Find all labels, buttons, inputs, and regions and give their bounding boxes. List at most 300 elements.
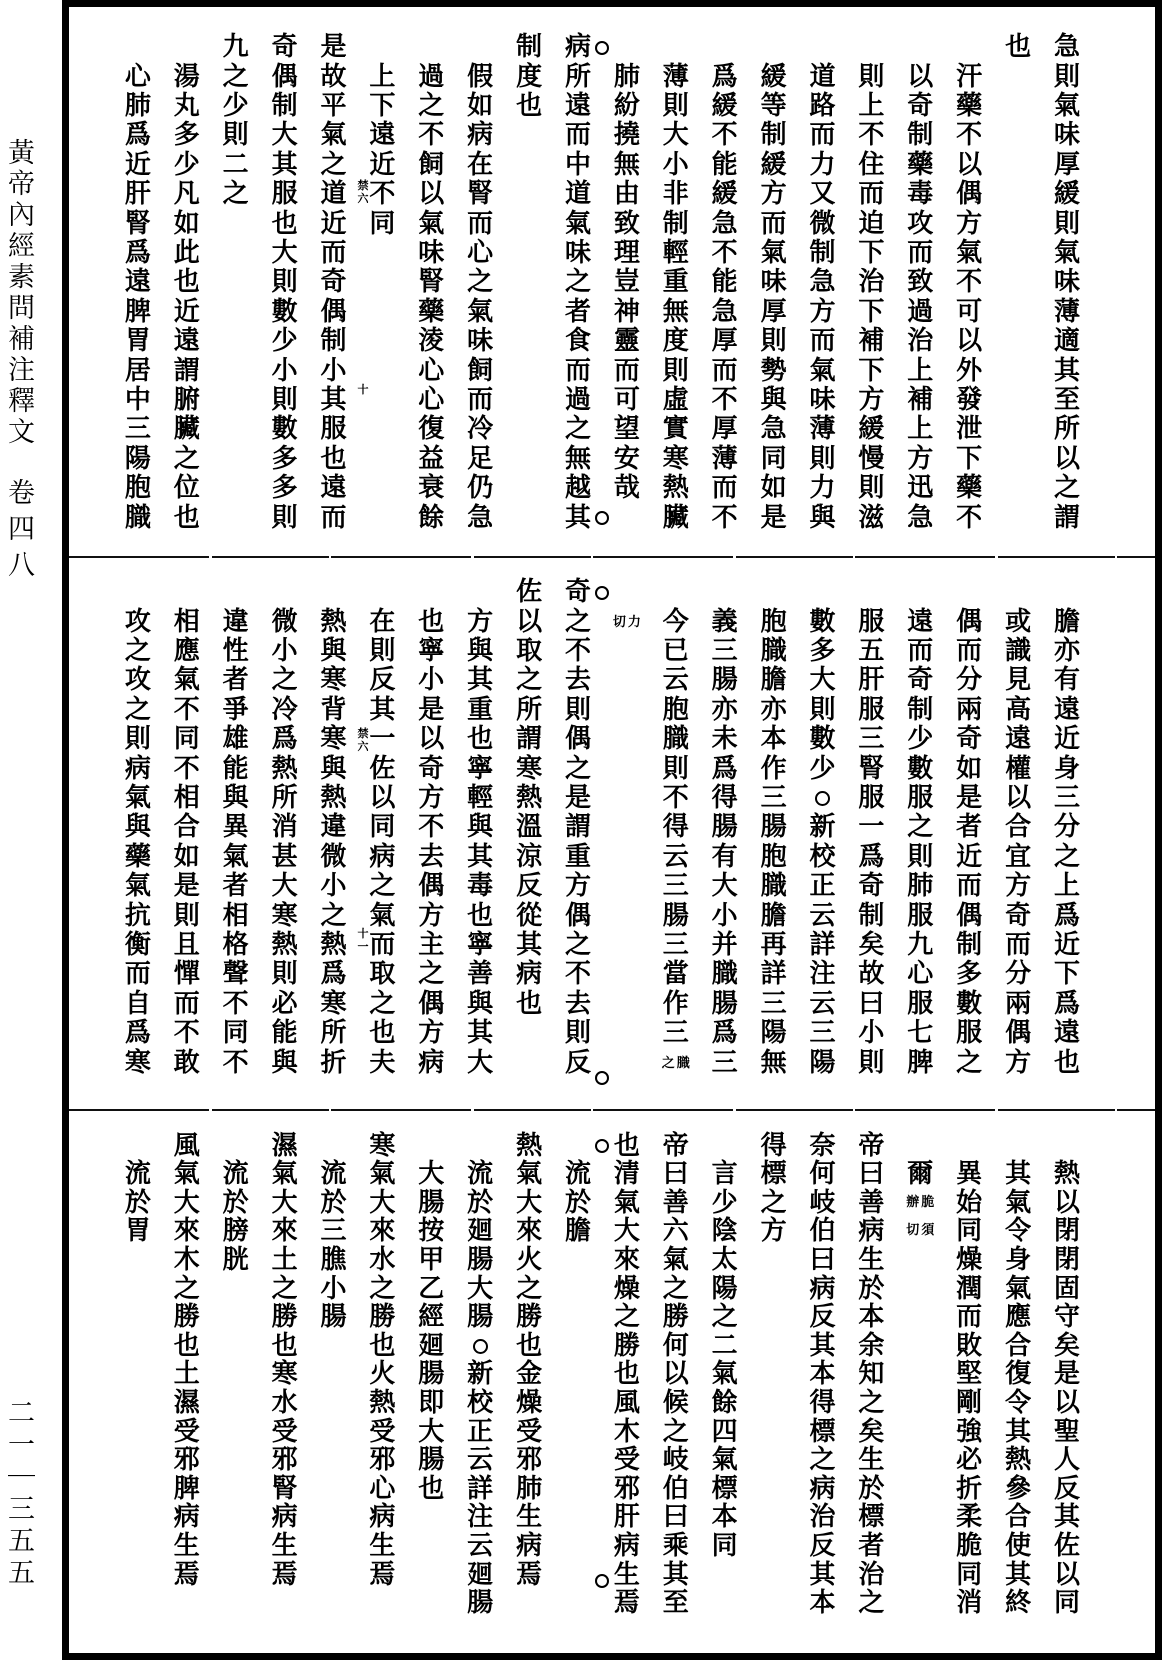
- glyph: 道: [320, 179, 347, 210]
- note-glyph: 六: [357, 740, 369, 753]
- glyph: 厚: [711, 326, 738, 357]
- glyph: 受: [271, 1416, 298, 1447]
- glyph: 三: [662, 929, 689, 960]
- glyph: 邪: [173, 1445, 200, 1476]
- glyph: 見: [1005, 665, 1032, 696]
- glyph: 水: [271, 1388, 298, 1419]
- glyph: 與: [467, 812, 494, 843]
- glyph: 近: [1053, 724, 1080, 755]
- glyph: 寧: [418, 636, 445, 667]
- glyph: 哉: [613, 473, 640, 504]
- glyph: 食: [564, 326, 591, 357]
- glyph: 終: [1005, 1588, 1032, 1619]
- glyph: 如: [173, 841, 200, 872]
- text-column: [904, 1160, 936, 1246]
- glyph: 不: [711, 120, 738, 151]
- glyph: 合: [1005, 1502, 1032, 1533]
- glyph: 邪: [271, 1445, 298, 1476]
- glyph: 遠: [1005, 724, 1032, 755]
- glyph: 路: [809, 91, 836, 122]
- glyph: 奇: [564, 577, 591, 608]
- glyph: 其: [662, 1559, 689, 1590]
- glyph: 味: [467, 326, 494, 357]
- glyph: 膽: [760, 665, 787, 696]
- text-column: [807, 63, 839, 533]
- glyph: 而: [564, 355, 591, 386]
- glyph: 合: [1005, 1330, 1032, 1361]
- glyph: 過: [418, 61, 445, 92]
- glyph: 薄: [662, 61, 689, 92]
- glyph: 不: [711, 238, 738, 269]
- text-column: [122, 608, 154, 1078]
- glyph: 余: [858, 1330, 885, 1361]
- glyph: 實: [662, 414, 689, 445]
- note-glyph: 切: [612, 614, 626, 630]
- glyph: 臟: [173, 414, 200, 445]
- glyph: 始: [956, 1187, 983, 1218]
- glyph: 性: [222, 636, 249, 667]
- glyph: 熱: [320, 606, 347, 637]
- glyph: 生: [858, 1245, 885, 1276]
- glyph: 矣: [858, 929, 885, 960]
- glyph: 心: [418, 355, 445, 386]
- glyph: 寒: [320, 724, 347, 755]
- glyph: 主: [418, 929, 445, 960]
- glyph: 力: [809, 149, 836, 180]
- glyph: 氣: [1005, 1187, 1032, 1218]
- glyph: 心: [369, 1473, 396, 1504]
- glyph: 敢: [173, 1047, 200, 1078]
- glyph: 無: [613, 149, 640, 180]
- text-column: [220, 1160, 252, 1274]
- text-column: [415, 608, 447, 1078]
- glyph: 味: [564, 238, 591, 269]
- glyph: 寒: [320, 665, 347, 696]
- circle-mark: [807, 784, 839, 813]
- glyph: 或: [1005, 606, 1032, 637]
- glyph: 木: [173, 1245, 200, 1276]
- glyph: 按: [418, 1216, 445, 1247]
- text-column: [513, 33, 545, 121]
- glyph: 奇: [907, 665, 934, 696]
- glyph: 冷: [271, 694, 298, 725]
- glyph: 而: [564, 120, 591, 151]
- glyph: 偶: [956, 606, 983, 637]
- glyph: 之: [1053, 473, 1080, 504]
- glyph: 之: [1053, 841, 1080, 872]
- glyph: 九: [222, 32, 249, 63]
- glyph: 而: [613, 355, 640, 386]
- glyph: 望: [613, 414, 640, 445]
- glyph: 肺: [907, 871, 934, 902]
- glyph: 其: [564, 502, 591, 533]
- glyph: 發: [956, 384, 983, 415]
- glyph: 緩: [1053, 179, 1080, 210]
- glyph: 善: [858, 1187, 885, 1218]
- glyph: 則: [907, 841, 934, 872]
- glyph: 安: [613, 443, 640, 474]
- glyph: 之: [222, 179, 249, 210]
- marginal-note: [356, 927, 370, 953]
- glyph: 少: [809, 753, 836, 784]
- glyph: 服: [858, 694, 885, 725]
- glyph: 氣: [1005, 1273, 1032, 1304]
- glyph: 與: [320, 753, 347, 784]
- glyph: 能: [271, 1018, 298, 1049]
- glyph: 異: [222, 812, 249, 843]
- glyph: 大: [271, 238, 298, 269]
- glyph: 自: [124, 988, 151, 1019]
- glyph: 流: [564, 1159, 591, 1190]
- glyph: 使: [1005, 1531, 1032, 1562]
- glyph: 以: [1053, 1559, 1080, 1590]
- glyph: 藥: [907, 149, 934, 180]
- glyph: 生: [173, 1531, 200, 1561]
- glyph: 反: [809, 1302, 836, 1333]
- glyph: 方: [418, 1018, 445, 1049]
- glyph: 理: [613, 238, 640, 269]
- glyph: 於: [124, 1187, 151, 1218]
- glyph: 本: [760, 724, 787, 755]
- glyph: 流: [320, 1159, 347, 1190]
- glyph: 氣: [613, 1187, 640, 1218]
- glyph: 病: [564, 32, 591, 63]
- glyph: 味: [760, 267, 787, 298]
- glyph: 廻: [418, 1330, 445, 1361]
- glyph: 制: [956, 929, 983, 960]
- glyph: 厚: [1053, 149, 1080, 180]
- glyph: 其: [467, 1018, 494, 1049]
- glyph: 小: [271, 636, 298, 667]
- glyph: 正: [467, 1416, 494, 1447]
- glyph: 遠: [173, 326, 200, 357]
- glyph: 大: [173, 1187, 200, 1218]
- glyph: 腎: [418, 267, 445, 298]
- glyph: 病: [271, 1502, 298, 1533]
- glyph: 也: [516, 91, 543, 122]
- glyph: 其: [467, 665, 494, 696]
- glyph: 之: [662, 1416, 689, 1447]
- glyph: 服: [320, 414, 347, 445]
- text-column: [415, 63, 447, 533]
- glyph: 膀: [222, 1216, 249, 1247]
- glyph: 身: [1005, 1245, 1032, 1276]
- glyph: 寧: [467, 929, 494, 960]
- glyph: 也: [467, 724, 494, 755]
- circle-mark: [464, 1332, 496, 1361]
- glyph: 寒: [271, 1359, 298, 1390]
- text-column: [807, 1132, 839, 1618]
- glyph: 所: [320, 1018, 347, 1049]
- glyph: 矣: [858, 1416, 885, 1447]
- glyph: 制: [516, 32, 543, 63]
- glyph: 四: [711, 1416, 738, 1447]
- glyph: 二: [711, 1330, 738, 1361]
- glyph: 方: [907, 443, 934, 474]
- glyph: 曰: [858, 1159, 885, 1190]
- glyph: 三: [1053, 783, 1080, 814]
- glyph: 小: [662, 149, 689, 180]
- glyph: 足: [467, 443, 494, 474]
- glyph: 標: [809, 1416, 836, 1447]
- text-column: [269, 1132, 301, 1590]
- text-column: [562, 578, 594, 1078]
- glyph: 汗: [956, 61, 983, 92]
- glyph: 重: [564, 841, 591, 872]
- glyph: 藥: [418, 296, 445, 327]
- text-column: [758, 608, 790, 1078]
- glyph: 氣: [662, 1245, 689, 1276]
- glyph: 水: [369, 1245, 396, 1276]
- glyph: 身: [1053, 753, 1080, 784]
- marginal-note: [356, 383, 370, 396]
- glyph: 同: [956, 1216, 983, 1247]
- glyph: 消: [271, 812, 298, 843]
- glyph: 中: [124, 384, 151, 415]
- glyph: 方: [418, 783, 445, 814]
- glyph: 腸: [418, 1187, 445, 1218]
- glyph: 者: [858, 1531, 885, 1561]
- glyph: 膽: [564, 1216, 591, 1247]
- glyph: 氣: [320, 120, 347, 151]
- glyph: 爲: [711, 753, 738, 784]
- glyph: 膱: [124, 502, 151, 533]
- glyph: 能: [222, 753, 249, 784]
- glyph: 大: [418, 1416, 445, 1447]
- text-column: [904, 63, 936, 533]
- text-column: [709, 608, 741, 1078]
- glyph: 三: [662, 871, 689, 902]
- glyph: 者: [956, 812, 983, 843]
- glyph: 太: [711, 1245, 738, 1276]
- glyph: 生: [271, 1531, 298, 1561]
- glyph: 來: [369, 1216, 396, 1247]
- glyph: 過: [564, 384, 591, 415]
- glyph: 攻: [124, 665, 151, 696]
- glyph: 多: [956, 959, 983, 990]
- glyph: 腸: [711, 812, 738, 843]
- glyph: 與: [467, 988, 494, 1019]
- glyph: 方: [467, 606, 494, 637]
- glyph: 微: [320, 841, 347, 872]
- glyph: 偶: [418, 871, 445, 902]
- glyph: 三: [760, 988, 787, 1019]
- text-column: [122, 63, 154, 533]
- glyph: 謂: [564, 812, 591, 843]
- glyph: 焉: [271, 1559, 298, 1590]
- glyph: 偶: [564, 724, 591, 755]
- glyph: 聲: [222, 959, 249, 990]
- text-column: [709, 63, 741, 533]
- glyph: 補: [907, 384, 934, 415]
- glyph: 之: [760, 1187, 787, 1218]
- text-column: [464, 63, 496, 533]
- note-glyph: 六: [357, 192, 369, 206]
- glyph: 應: [173, 636, 200, 667]
- glyph: 令: [1005, 1388, 1032, 1419]
- text-column: [807, 608, 839, 1078]
- glyph: 其: [1005, 1416, 1032, 1447]
- glyph: 勝: [662, 1302, 689, 1333]
- glyph: 火: [369, 1359, 396, 1390]
- glyph: 力: [809, 473, 836, 504]
- glyph: 與: [271, 1047, 298, 1078]
- glyph: 上: [907, 355, 934, 386]
- glyph: 少: [711, 1187, 738, 1218]
- glyph: 流: [124, 1159, 151, 1190]
- glyph: 寒: [124, 1047, 151, 1078]
- glyph: 帝: [858, 1130, 885, 1161]
- glyph: 肺: [124, 91, 151, 122]
- glyph: 熱: [320, 783, 347, 814]
- glyph: 云: [467, 1445, 494, 1476]
- glyph: 三: [711, 636, 738, 667]
- glyph: 本: [809, 1588, 836, 1619]
- glyph: 之: [564, 267, 591, 298]
- glyph: 之: [124, 694, 151, 725]
- glyph: 并: [711, 929, 738, 960]
- glyph: 治: [858, 1559, 885, 1590]
- glyph: 陰: [711, 1216, 738, 1247]
- glyph: 也: [467, 900, 494, 931]
- glyph: 閉: [1053, 1245, 1080, 1276]
- glyph: 是: [173, 871, 200, 902]
- glyph: 越: [564, 473, 591, 504]
- glyph: 也: [418, 606, 445, 637]
- glyph: 謂: [173, 355, 200, 386]
- glyph: 不: [173, 753, 200, 784]
- glyph: 謂: [516, 724, 543, 755]
- glyph: 方: [1005, 1047, 1032, 1078]
- glyph: 必: [271, 988, 298, 1019]
- glyph: 是: [956, 783, 983, 814]
- glyph: 平: [320, 91, 347, 122]
- glyph: 流: [222, 1159, 249, 1190]
- text-column: [1051, 608, 1083, 1078]
- glyph: 緩: [711, 91, 738, 122]
- glyph: 而: [124, 959, 151, 990]
- glyph: 同: [1053, 1588, 1080, 1619]
- glyph: 飼: [418, 149, 445, 180]
- glyph: 服: [907, 783, 934, 814]
- glyph: 迅: [907, 473, 934, 504]
- glyph: 消: [956, 1588, 983, 1619]
- interlinear-note: [904, 1189, 936, 1218]
- glyph: 味: [809, 384, 836, 415]
- glyph: 同: [369, 812, 396, 843]
- text-column: [464, 1160, 496, 1618]
- glyph: 氣: [418, 208, 445, 239]
- glyph: 佐: [1053, 1531, 1080, 1562]
- glyph: 緩: [760, 149, 787, 180]
- glyph: 風: [173, 1130, 200, 1161]
- glyph: 之: [320, 149, 347, 180]
- glyph: 之: [907, 812, 934, 843]
- glyph: 三: [320, 1216, 347, 1247]
- glyph: 聖: [1053, 1416, 1080, 1447]
- text-column: [415, 1160, 447, 1503]
- glyph: 固: [1053, 1273, 1080, 1304]
- glyph: 腸: [467, 1302, 494, 1333]
- glyph: 仍: [467, 473, 494, 504]
- glyph: 病: [173, 1502, 200, 1533]
- glyph: 凡: [173, 179, 200, 210]
- glyph: 候: [662, 1388, 689, 1419]
- glyph: 相: [222, 900, 249, 931]
- glyph: 之: [956, 1047, 983, 1078]
- glyph: 氣: [369, 900, 396, 931]
- glyph: 爲: [1053, 988, 1080, 1019]
- glyph: 之: [418, 959, 445, 990]
- glyph: 腸: [662, 900, 689, 931]
- glyph: 本: [809, 1359, 836, 1390]
- glyph: 肺: [613, 61, 640, 92]
- glyph: 風: [613, 1388, 640, 1419]
- glyph: 毒: [907, 179, 934, 210]
- text-column: [171, 1132, 203, 1590]
- circle-mark: [595, 1071, 609, 1085]
- glyph: 氣: [173, 1159, 200, 1190]
- glyph: 標: [760, 1159, 787, 1190]
- glyph: 少: [907, 724, 934, 755]
- glyph: 火: [516, 1245, 543, 1276]
- glyph: 如: [467, 91, 494, 122]
- glyph: 則: [662, 355, 689, 386]
- text-column: [269, 608, 301, 1078]
- note-glyph: 辦: [906, 1194, 920, 1210]
- glyph: 氣: [1053, 238, 1080, 269]
- glyph: 生: [858, 1445, 885, 1476]
- glyph: 謂: [1053, 502, 1080, 533]
- glyph: 則: [858, 61, 885, 92]
- glyph: 神: [613, 296, 640, 327]
- glyph: 多: [809, 636, 836, 667]
- glyph: 奈: [809, 1130, 836, 1161]
- glyph: 也: [613, 1359, 640, 1390]
- glyph: 服: [956, 1018, 983, 1049]
- glyph: 則: [271, 502, 298, 533]
- glyph: 等: [760, 91, 787, 122]
- glyph: 迫: [858, 208, 885, 239]
- glyph: 肝: [124, 179, 151, 210]
- glyph: 合: [173, 812, 200, 843]
- glyph: 大: [369, 1187, 396, 1218]
- glyph: 三: [809, 1018, 836, 1049]
- glyph: 流: [467, 1159, 494, 1190]
- glyph: 能: [711, 149, 738, 180]
- glyph: 其: [1053, 355, 1080, 386]
- glyph: 詳: [809, 929, 836, 960]
- glyph: 爲: [124, 238, 151, 269]
- glyph: 紛: [613, 91, 640, 122]
- glyph: 病: [369, 841, 396, 872]
- glyph: 也: [271, 208, 298, 239]
- glyph: 岐: [809, 1187, 836, 1218]
- glyph: 藥: [956, 91, 983, 122]
- text-column: [220, 608, 252, 1078]
- glyph: 急: [1053, 32, 1080, 63]
- glyph: 以: [516, 606, 543, 637]
- glyph: 衰: [418, 473, 445, 504]
- glyph: 濕: [173, 1388, 200, 1419]
- glyph: 熱: [1053, 1159, 1080, 1190]
- glyph: 熱: [369, 1388, 396, 1419]
- glyph: 受: [369, 1416, 396, 1447]
- text-column: [318, 1160, 350, 1332]
- glyph: 則: [271, 384, 298, 415]
- glyph: 之: [662, 1273, 689, 1304]
- glyph: 參: [1005, 1473, 1032, 1504]
